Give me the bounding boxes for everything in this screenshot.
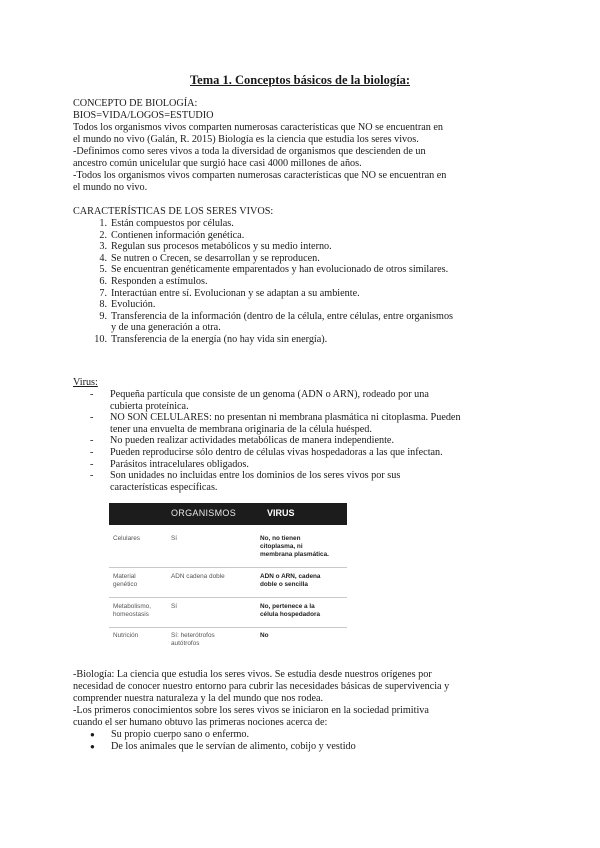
item-number: 2. <box>99 229 107 241</box>
intro-line: el mundo no vivo. <box>73 182 148 193</box>
list-item <box>73 299 543 311</box>
list-item <box>73 412 543 435</box>
list-item <box>73 264 543 276</box>
etymology-line: BIOS=VIDA/LOGOS=ESTUDIO <box>73 110 214 121</box>
list-item <box>73 322 543 334</box>
dash-marker: - <box>90 389 94 400</box>
virus-cell: No <box>260 632 269 639</box>
table-row <box>109 628 347 652</box>
item-number: 7. <box>99 287 107 299</box>
bullet-icon: ● <box>90 730 95 739</box>
header-virus: VIRUS <box>267 508 295 518</box>
dash-marker: - <box>90 446 94 458</box>
item-text: Contienen información genética. <box>111 229 245 241</box>
item-text: De los animales que le servían de alimento, cobijo y vestido <box>111 741 356 752</box>
intro-line: -Definimos como seres vivos a toda la diversidad de organismos que descienden de un <box>73 146 426 157</box>
list-item <box>73 276 543 288</box>
dash-marker: - <box>90 470 94 482</box>
item-line: tener una envuelta de membrana originaria de la célula huésped. <box>110 423 372 435</box>
table-header <box>109 503 347 525</box>
item-number: 10. <box>94 333 107 345</box>
item-line: características específicas. <box>110 481 218 493</box>
item-text: Evolución. <box>111 299 156 311</box>
header-organismos: ORGANISMOS <box>171 508 237 518</box>
item-text: Transferencia de la energía (no hay vida sin energía). <box>111 333 328 345</box>
item-number: 9. <box>99 310 107 322</box>
page-title: Tema 1. Conceptos básicos de la biología: <box>189 73 411 87</box>
item-line: NO SON CELULARES: no presentan ni membrana plasmática ni citoplasma. Pueden <box>110 412 461 424</box>
organismos-cell: Sí: heterótrofos autótrofos <box>171 632 215 647</box>
list-item <box>73 389 543 412</box>
item-text: Se nutren o Crecen, se desarrollan y se reproducen. <box>111 252 320 264</box>
organismos-cell: Sí <box>171 603 178 610</box>
list-item <box>73 435 543 447</box>
biology-line: -Los primeros conocimientos sobre los seres vivos se iniciaron en la sociedad primitiva <box>73 705 429 716</box>
list-item <box>73 230 543 242</box>
virus-heading: Virus: <box>73 377 98 388</box>
bullet-list <box>73 729 543 753</box>
row-label: Nutrición <box>113 632 139 639</box>
list-item <box>73 218 543 230</box>
characteristics-list <box>73 218 543 346</box>
virus-list <box>73 389 543 493</box>
biology-line: -Biología: La ciencia que estudia los seres vivos. Se estudia desde nuestros orígenes por <box>73 669 432 680</box>
item-line: Pequeña partícula que consiste de un genoma (ADN o ARN), rodeado por una <box>110 389 429 400</box>
intro-line: ancestro común unicelular que surgió hace casi 4000 millones de años. <box>73 158 362 169</box>
virus-cell: No, no tienen citoplasma, ni membrana plasmática. <box>260 535 329 558</box>
list-item <box>73 288 543 300</box>
organismos-cell: Sí <box>171 535 178 542</box>
intro-line: Todos los organismos vivos comparten numerosas características que NO se encuentran en <box>73 122 443 133</box>
item-line: cubierta proteínica. <box>110 400 189 412</box>
item-text: y de una generación a otra. <box>111 322 221 334</box>
item-text: Transferencia de la información (dentro de la célula, entre células, entre organismos <box>111 310 453 322</box>
intro-line: el mundo no vivo (Galán, R. 2015) Biología es la ciencia que estudia los seres vivos. <box>73 134 419 145</box>
table-row <box>109 568 347 598</box>
dash-marker: - <box>90 458 94 470</box>
item-number: 4. <box>99 252 107 264</box>
list-item <box>73 459 543 471</box>
item-text: Se encuentran genéticamente emparentados y han evolucionado de otros similares. <box>111 264 449 276</box>
item-line: Pueden reproducirse sólo dentro de células vivas hospedadoras a las que infectan. <box>110 446 443 458</box>
virus-cell: No, pertenece a la célula hospedadora <box>260 603 321 618</box>
item-line: No pueden realizar actividades metabólicas de manera independiente. <box>110 435 394 447</box>
list-item <box>73 729 543 741</box>
item-line: Son unidades no incluidas entre los dominios de los seres vivos por sus <box>110 470 401 482</box>
item-text: Interactúan entre sí. Evolucionan y se adaptan a su ambiente. <box>111 287 360 299</box>
item-number: 1. <box>99 218 107 229</box>
item-number: 5. <box>99 264 107 276</box>
organismos-cell: ADN cadena doble <box>171 573 225 580</box>
dash-marker: - <box>90 412 94 424</box>
row-label: Metabolismo, homeostasis <box>113 603 152 618</box>
row-label: Material genético <box>113 573 138 588</box>
table-row <box>109 598 347 628</box>
item-number: 8. <box>99 299 107 311</box>
characteristics-heading: CARACTERÍSTICAS DE LOS SERES VIVOS: <box>73 206 274 217</box>
comparison-table <box>109 503 347 653</box>
biology-concept-heading: CONCEPTO DE BIOLOGÍA: <box>73 98 198 109</box>
list-item <box>73 741 543 753</box>
item-text: Su propio cuerpo sano o enfermo. <box>111 729 250 740</box>
list-item <box>73 447 543 459</box>
biology-line: cuando el ser humano obtuvo las primeras nociones acerca de: <box>73 717 328 728</box>
virus-cell: ADN o ARN, cadena doble o sencilla <box>260 573 321 588</box>
item-text: Están compuestos por células. <box>111 218 234 229</box>
list-item <box>73 253 543 265</box>
item-text: Responden a estímulos. <box>111 275 208 287</box>
row-label: Celulares <box>113 535 140 542</box>
item-number: 3. <box>99 241 107 253</box>
item-text: Regulan sus procesos metabólicos y su medio interno. <box>111 241 332 253</box>
intro-line: -Todos los organismos vivos comparten numerosas características que NO se encuentran en <box>73 170 447 181</box>
biology-line: necesidad de conocer nuestro entorno para cubrir las necesidades básicas de supervivencia y <box>73 681 450 692</box>
table-row <box>109 525 347 568</box>
item-line: Parásitos intracelulares obligados. <box>110 458 249 470</box>
list-item <box>73 334 543 346</box>
dash-marker: - <box>90 435 94 447</box>
item-number: 6. <box>99 275 107 287</box>
list-item <box>73 241 543 253</box>
bullet-icon: ● <box>90 742 95 751</box>
list-item <box>73 470 543 493</box>
biology-line: comprender nuestra naturaleza y la del mundo que nos rodea. <box>73 693 324 704</box>
list-item <box>73 311 543 323</box>
